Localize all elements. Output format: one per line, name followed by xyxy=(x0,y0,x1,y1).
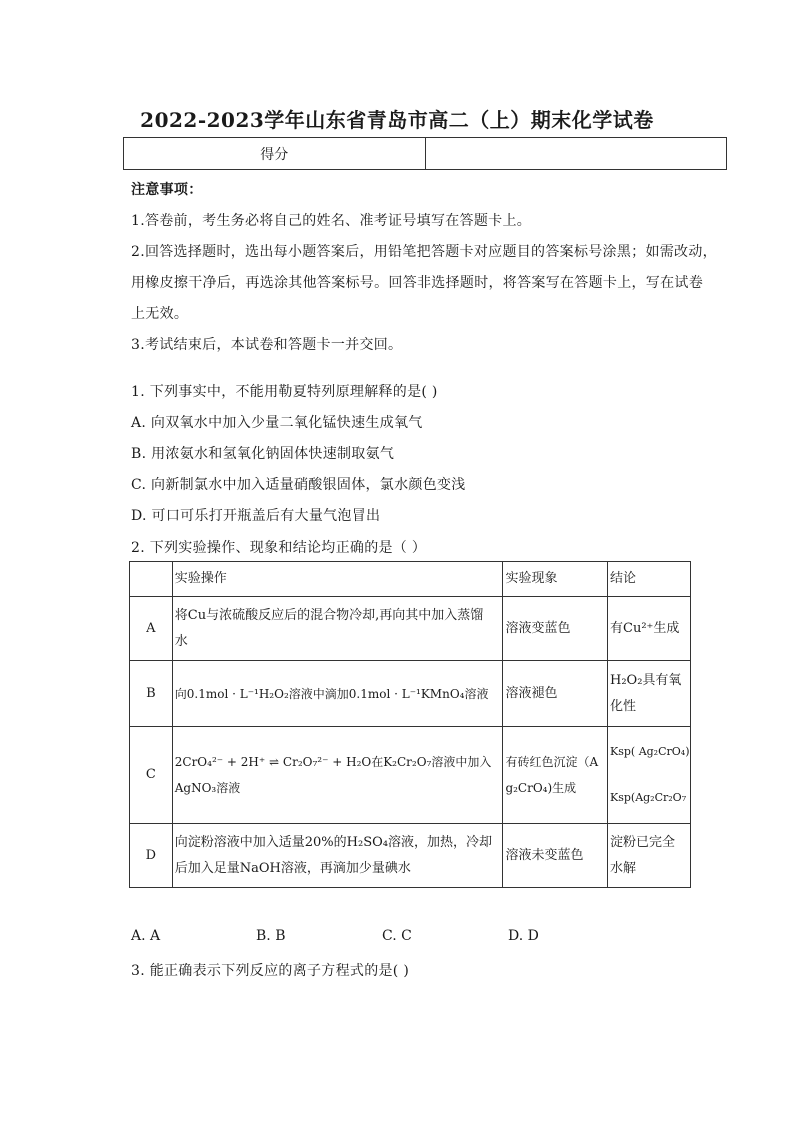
table-row xyxy=(130,824,691,888)
operation-cell: 将Cu与浓硫酸反应后的混合物冷却,再向其中加入蒸馏 水 xyxy=(172,597,503,661)
notice-line: 用橡皮擦干净后，再选涂其他答案标号。回答非选择题时，将答案写在答题卡上，写在试卷 xyxy=(131,275,703,291)
header-cell: 实验现象 xyxy=(503,562,608,597)
table-row xyxy=(130,727,691,824)
phenomenon-cell: 溶液变蓝色 xyxy=(503,597,608,661)
score-label: 得分 xyxy=(124,138,426,170)
conclusion-cell: 淀粉已完全 水解 xyxy=(608,824,691,888)
conclusion-cell: 有Cu²⁺生成 xyxy=(608,597,691,661)
row-label: B xyxy=(130,661,173,727)
table-row xyxy=(130,661,691,727)
phenomenon-cell: 有砖红色沉淀（A g₂CrO₄)生成 xyxy=(503,727,608,824)
operation-cell: 向0.1mol · L⁻¹H₂O₂溶液中滴加0.1mol · L⁻¹KMnO₄溶液 xyxy=(172,661,503,727)
operation-cell: 向淀粉溶液中加入适量20%的H₂SO₄溶液，加热，冷却 后加入足量NaOH溶液，再滴加少量碘水 xyxy=(172,824,503,888)
question-1-stem: 1. 下列事实中，不能用勒夏特列原理解释的是( ) xyxy=(131,384,438,400)
q1-option-d: D. 可口可乐打开瓶盖后有大量气泡冒出 xyxy=(131,508,381,524)
q1-option-a: A. 向双氧水中加入少量二氧化锰快速生成氧气 xyxy=(131,415,423,431)
conclusion-cell: Ksp( Ag₂CrO₄) Ksp(Ag₂Cr₂O₇ xyxy=(608,727,691,824)
notice-line: 3.考试结束后，本试卷和答题卡一并交回。 xyxy=(131,337,403,353)
q1-option-b: B. 用浓氨水和氢氧化钠固体快速制取氨气 xyxy=(131,446,395,462)
score-value xyxy=(425,138,727,170)
score-table xyxy=(123,137,727,170)
question-3-stem: 3. 能正确表示下列反应的离子方程式的是( ) xyxy=(131,963,410,979)
conclusion-cell: H₂O₂具有氧 化性 xyxy=(608,661,691,727)
q1-option-c: C. 向新制氯水中加入适量硝酸银固体，氯水颜色变浅 xyxy=(131,477,466,493)
row-label: C xyxy=(130,727,173,824)
row-label: A xyxy=(130,597,173,661)
experiment-table xyxy=(129,561,691,888)
notice-line: 上无效。 xyxy=(131,306,189,322)
header-cell: 实验操作 xyxy=(172,562,503,597)
q2-option-a: A. A xyxy=(131,928,161,944)
notice-heading: 注意事项： xyxy=(131,182,203,198)
phenomenon-cell: 溶液褪色 xyxy=(503,661,608,727)
page-title: 2022-2023学年山东省青岛市高二（上）期末化学试卷 xyxy=(140,108,654,132)
question-2-stem: 2. 下列实验操作、现象和结论均正确的是（ ） xyxy=(131,540,427,556)
row-label: D xyxy=(130,824,173,888)
notice-line: 2.回答选择题时，选出每小题答案后，用铅笔把答题卡对应题目的答案标号涂黑；如需改动， xyxy=(131,244,717,260)
q2-option-d: D. D xyxy=(508,928,539,944)
header-cell: 结论 xyxy=(608,562,691,597)
phenomenon-cell: 溶液未变蓝色 xyxy=(503,824,608,888)
table-header-row xyxy=(130,562,691,597)
header-cell xyxy=(130,562,173,597)
q2-option-b: B. B xyxy=(256,928,286,944)
notice-line: 1.答卷前，考生务必将自己的姓名、准考证号填写在答题卡上。 xyxy=(131,213,532,229)
q2-option-c: C. C xyxy=(382,928,412,944)
operation-cell: 2CrO₄²⁻ + 2H⁺ ⇌ Cr₂O₇²⁻ + H₂O在K₂Cr₂O₇溶液中加入 AgNO₃溶液 xyxy=(172,727,503,824)
table-row xyxy=(130,597,691,661)
